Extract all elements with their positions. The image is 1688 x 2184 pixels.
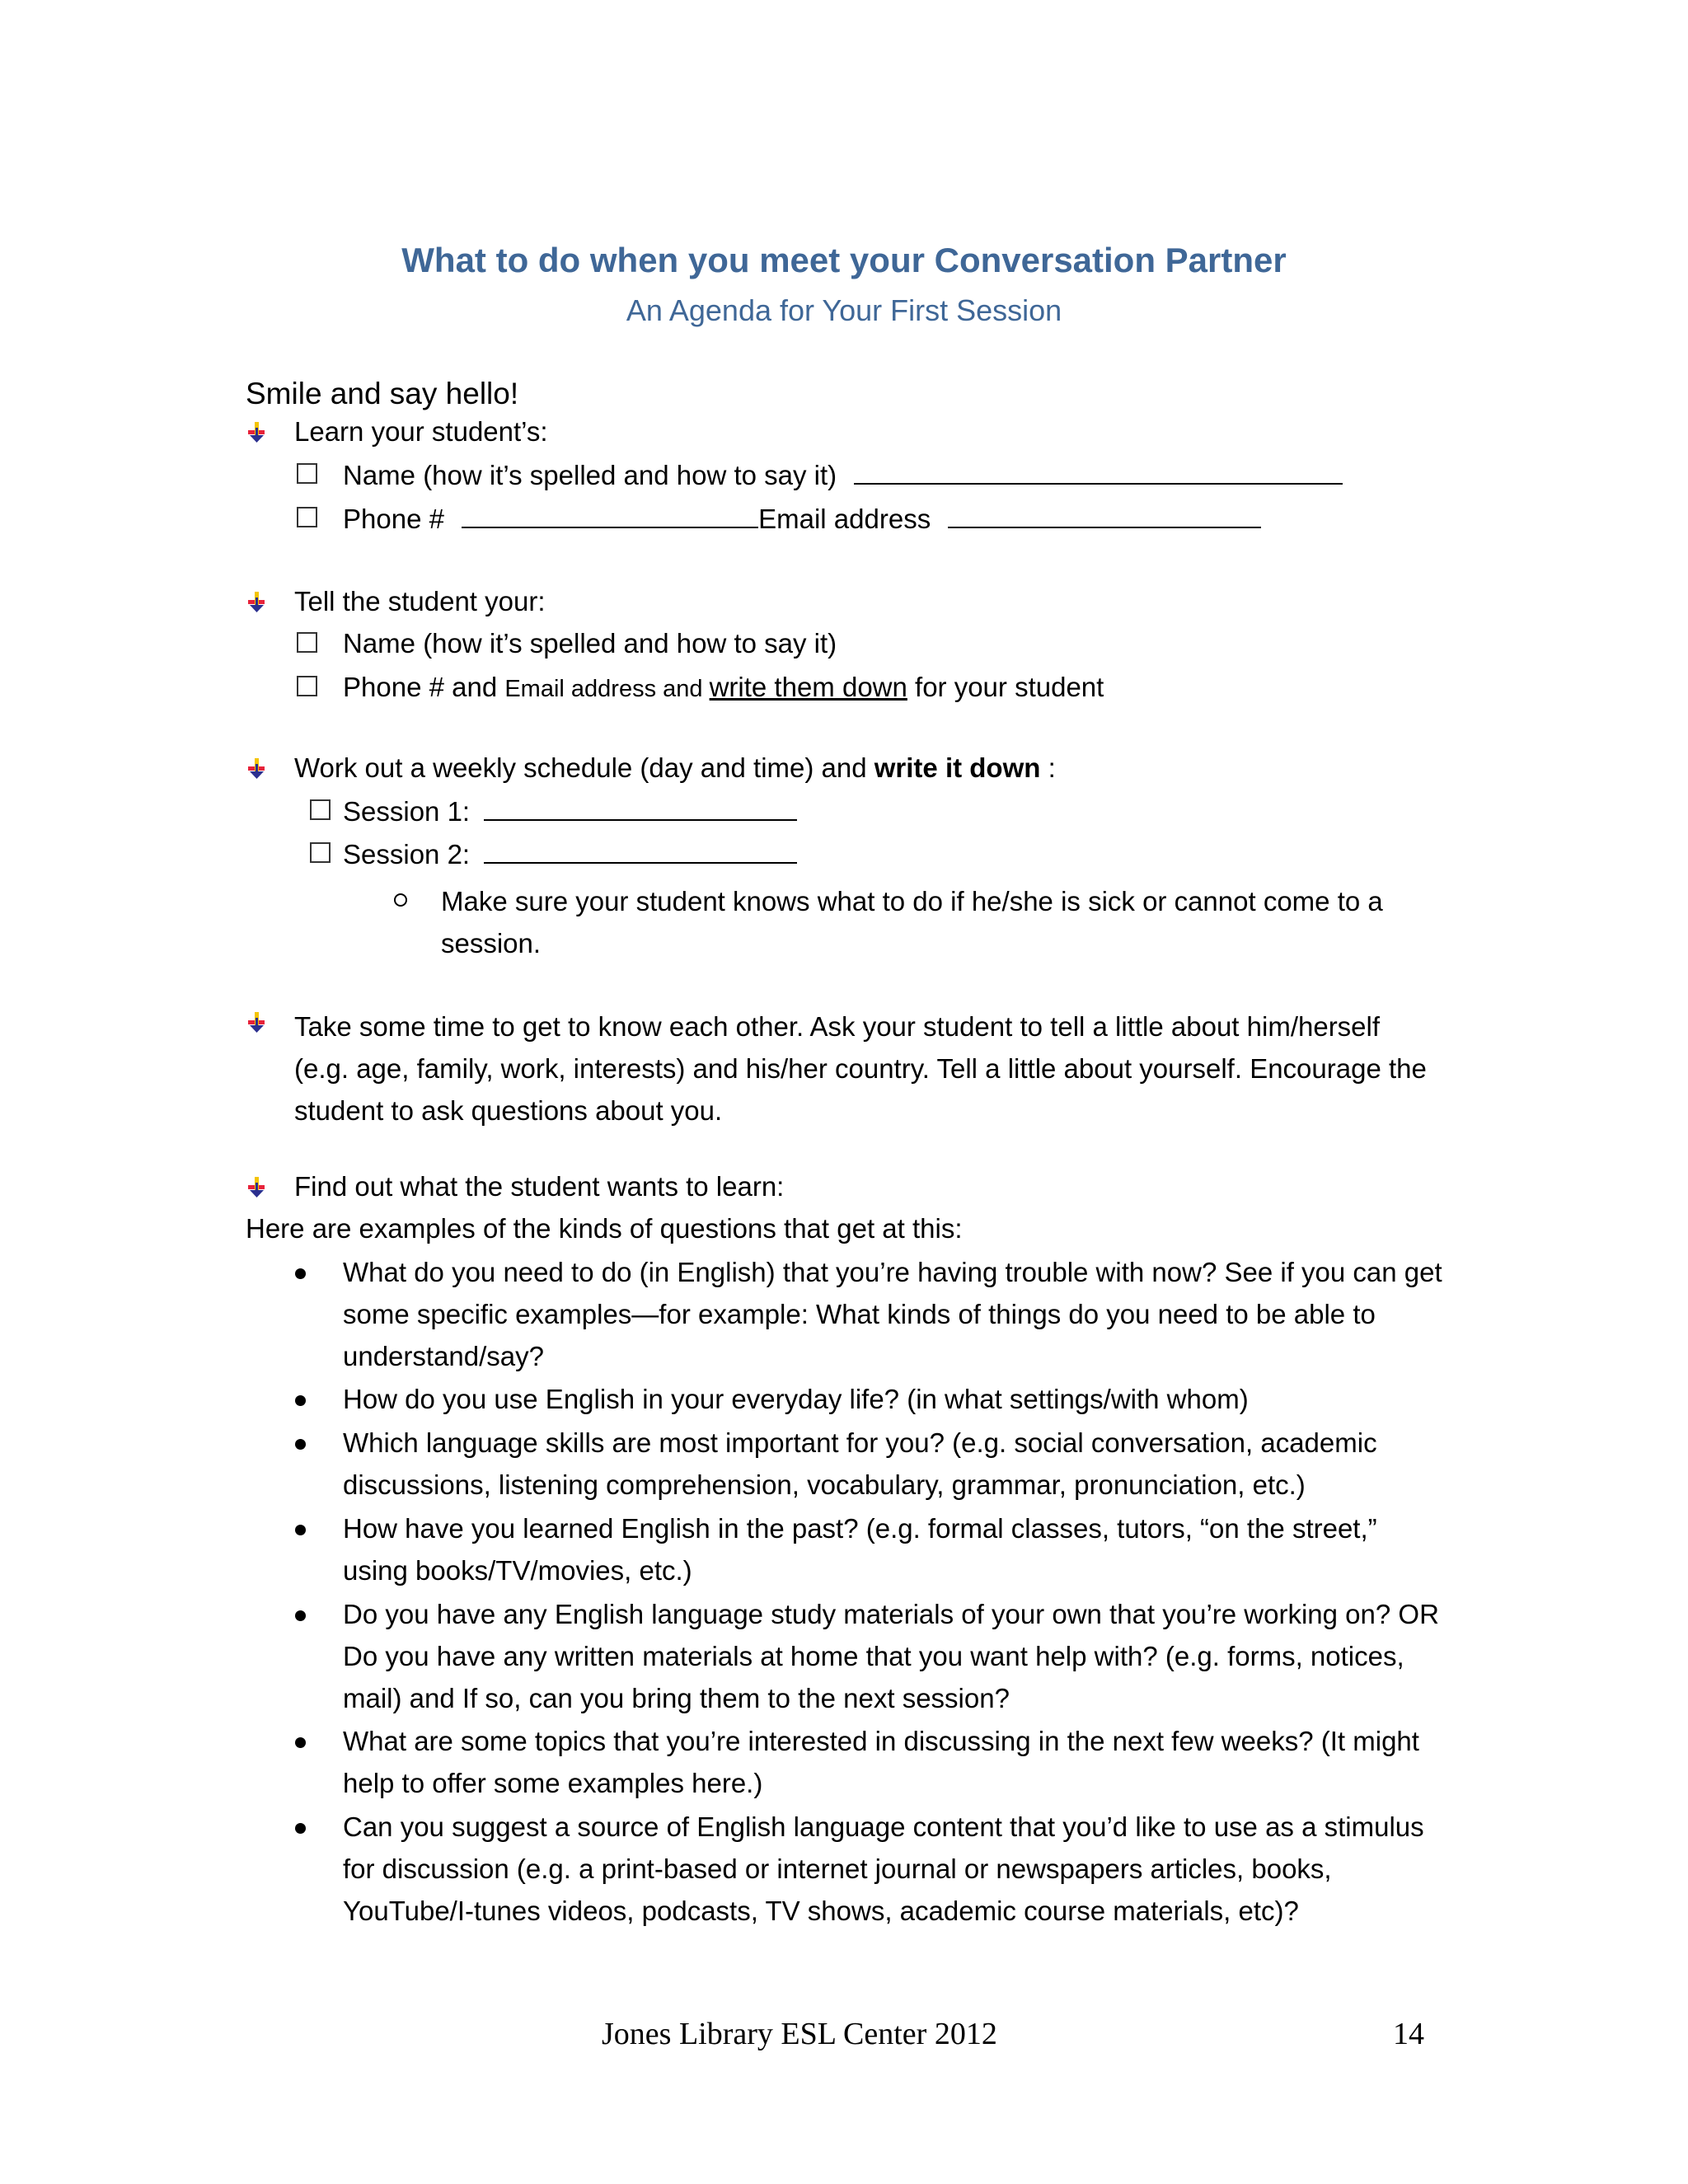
- student-name-row: [343, 458, 1343, 492]
- section3-heading: [294, 752, 1056, 785]
- schedule-colon: :: [1040, 752, 1056, 783]
- questions-lead-text: Here are examples of the kinds of questions that get at this:: [246, 1213, 963, 1244]
- arrow-bullet-icon: [246, 1175, 267, 1198]
- arrow-bullet-icon: [246, 590, 267, 613]
- student-phone-blank[interactable]: [462, 502, 758, 528]
- your-phone-text: Phone # and: [343, 672, 505, 702]
- session1-blank[interactable]: [484, 794, 797, 821]
- checkbox-your-contact[interactable]: [297, 676, 317, 696]
- session2-row: [343, 837, 797, 871]
- for-your-student-text: for your student: [907, 672, 1104, 702]
- schedule-text: Work out a weekly schedule (day and time) and: [294, 752, 874, 783]
- get-to-know-text: Take some time to get to know each other. Ask your student to tell a little about him/herself (e.g. age, family, work, interests) and his/her country. Tell a little about yourself. Encourage the student to ask questions about you.: [294, 1011, 1427, 1126]
- question-item: How do you use English in your everyday life? (in what settings/with whom): [343, 1384, 1249, 1414]
- checkbox-session2[interactable]: [310, 842, 331, 863]
- arrow-bullet-icon: [246, 1010, 267, 1033]
- arrow-bullet-icon: [246, 420, 267, 443]
- question-item: What do you need to do (in English) that you’re having trouble with now? See if you can get some specific examples—for example: What kinds of things do you need to be able to understand/say?: [343, 1257, 1442, 1371]
- checkbox-session1[interactable]: [310, 799, 331, 820]
- student-email-blank[interactable]: [948, 502, 1261, 528]
- bullet-dot-icon: [295, 1525, 306, 1535]
- session2-label: Session 2:: [343, 839, 471, 869]
- write-them-down-text: write them down: [709, 672, 907, 702]
- section1-heading: Learn your student’s:: [294, 416, 548, 447]
- bullet-dot-icon: [295, 1823, 306, 1834]
- page-number: 14: [1393, 2017, 1424, 2051]
- student-email-label: Email address: [758, 504, 931, 534]
- question-item: Do you have any English language study materials of your own that you’re working on? OR Do you have any written materials at home that you want help with? (e.g. forms, notices, mail) and If so, can you bring them to the next session?: [343, 1599, 1439, 1713]
- bullet-dot-icon: [295, 1439, 306, 1450]
- bullet-dot-icon: [295, 1610, 306, 1621]
- checkbox-student-name[interactable]: [297, 463, 317, 484]
- checkbox-student-contact[interactable]: [297, 507, 317, 527]
- student-name-blank[interactable]: [854, 458, 1343, 485]
- your-name-text: Name (how it’s spelled and how to say it): [343, 628, 837, 658]
- student-contact-row: [343, 502, 1261, 536]
- bullet-dot-icon: [295, 1395, 306, 1406]
- arrow-bullet-icon: [246, 757, 267, 780]
- question-item: Can you suggest a source of English language content that you’d like to use as a stimulus for discussion (e.g. a print-based or internet journal or newspapers articles, books, YouTube/I-tunes videos, podcasts, TV shows, academic course materials, etc)?: [343, 1811, 1424, 1926]
- bullet-dot-icon: [295, 1737, 306, 1748]
- sick-note-text: Make sure your student knows what to do if he/she is sick or cannot come to a session.: [441, 886, 1383, 958]
- student-name-label: Name (how it’s spelled and how to say it): [343, 460, 837, 490]
- question-item: Which language skills are most important for you? (e.g. social conversation, academic discussions, listening comprehension, vocabulary, grammar, pronunciation, etc.): [343, 1427, 1377, 1500]
- section2-heading: Tell the student your:: [294, 586, 546, 616]
- session1-row: [343, 794, 797, 828]
- bullet-dot-icon: [295, 1268, 306, 1279]
- question-item: How have you learned English in the past? (e.g. formal classes, tutors, “on the street,” using books/TV/movies, etc.): [343, 1513, 1377, 1586]
- circle-bullet-icon: [394, 893, 407, 907]
- section5-heading: Find out what the student wants to learn:: [294, 1171, 785, 1202]
- your-email-text: Email address and: [504, 676, 710, 702]
- page-title: What to do when you meet your Conversation Partner: [401, 241, 1287, 279]
- checkbox-your-name[interactable]: [297, 632, 317, 653]
- your-contact-row: [343, 671, 1104, 705]
- question-item: What are some topics that you’re interested in discussing in the next few weeks? (It might help to offer some examples here.): [343, 1726, 1419, 1798]
- write-it-down-text: write it down: [874, 752, 1041, 783]
- footer-org: Jones Library ESL Center 2012: [602, 2017, 997, 2051]
- session1-label: Session 1:: [343, 796, 471, 827]
- student-phone-label: Phone #: [343, 504, 444, 534]
- page-subtitle: An Agenda for Your First Session: [626, 293, 1062, 327]
- session2-blank[interactable]: [484, 837, 797, 864]
- intro-text: Smile and say hello!: [246, 377, 519, 410]
